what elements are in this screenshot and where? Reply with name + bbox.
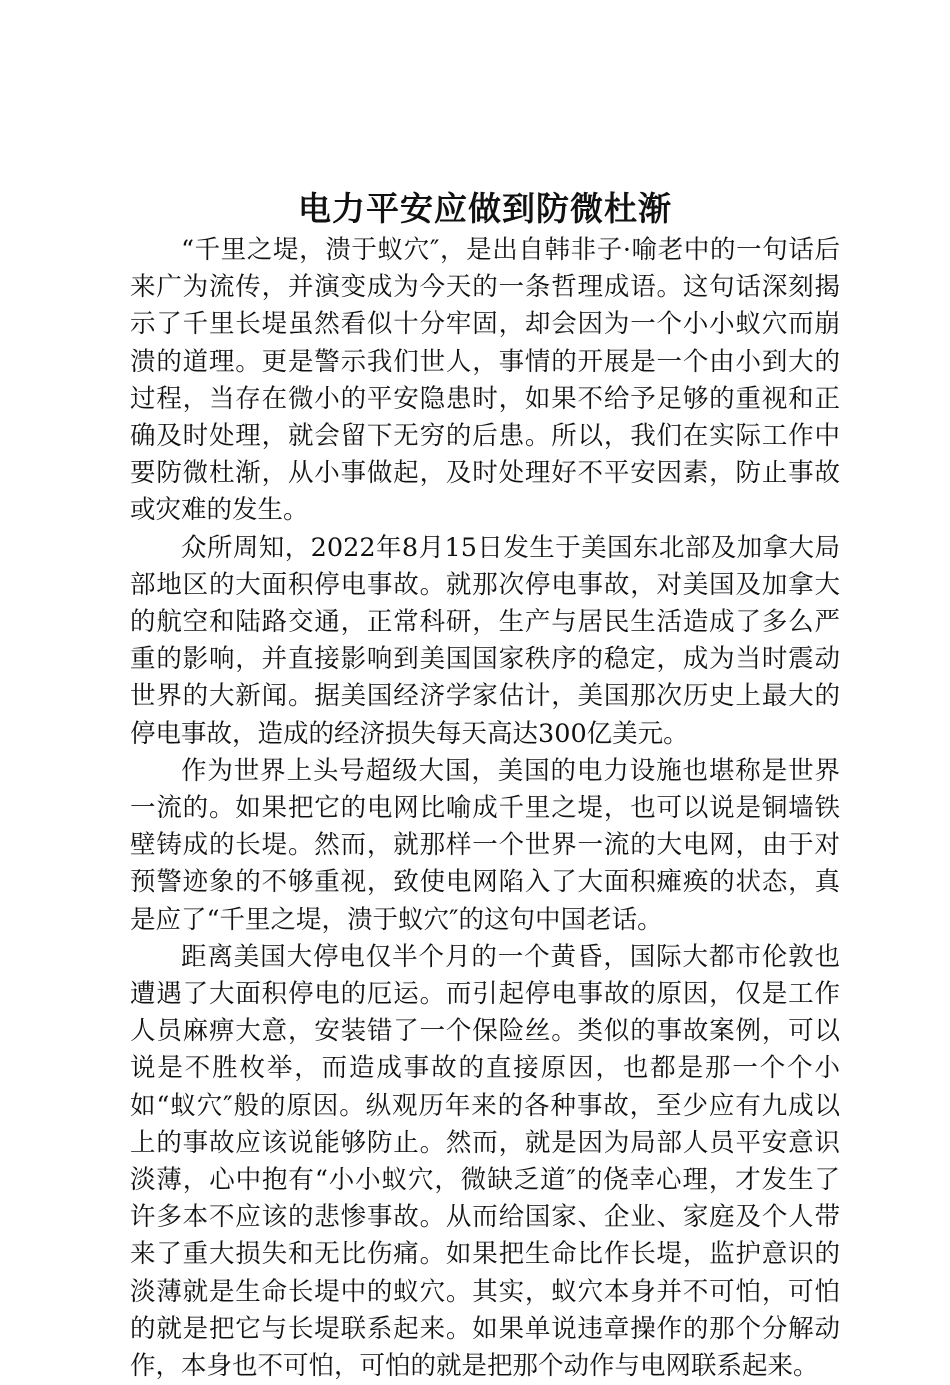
paragraph-4: 距离美国大停电仅半个月的一个黄昏，国际大都市伦敦也遭遇了大面积停电的厄运。而引起停电事故的原因，仅是工作人员麻痹大意，安装错了一个保险丝。类似的事故案例，可以说是不胜枚举，而造成事故的直接原因，也都是那一个个小如“蚁穴″般的原因。纵观历年来的各种事故，至少应有九成以上的事故应该说能够防止。然而，就是因为局部人员平安意识淡薄，心中抱有“小小蚁穴，微缺乏道″的侥幸心理，才发生了许多本不应该的悲惨事故。从而给国家、企业、家庭及个人带来了重大损失和无比伤痛。如果把生命比作长堤，监护意识的淡薄就是生命长堤中的蚁穴。其实，蚁穴本身并不可怕，可怕的就是把它与长堤联系起来。如果单说违章操作的那个分解动作，本身也不可怕，可怕的就是把那个动作与电网联系起来。 <box>130 941 840 1382</box>
document-page <box>130 186 840 1385</box>
paragraph-1: “千里之堤，溃于蚁穴″，是出自韩非子·喻老中的一句话后来广为流传，并演变成为今天的一条哲理成语。这句话深刻揭示了千里长堤虽然看似十分牢固，却会因为一个小小蚁穴而崩溃的道理。更是警示我们世人，事情的开展是一个由小到大的过程，当存在微小的平安隐患时，如果不给予足够的重视和正确及时处理，就会留下无穷的后患。所以，我们在实际工作中要防微杜渐，从小事做起，及时处理好不平安因素，防止事故或灾难的发生。 <box>130 235 840 526</box>
document-title: 电力平安应做到防微杜渐 <box>298 189 672 228</box>
paragraph-3: 作为世界上头号超级大国，美国的电力设施也堪称是世界一流的。如果把它的电网比喻成千里之堤，也可以说是铜墙铁壁铸成的长堤。然而，就那样一个世界一流的大电网，由于对预警迹象的不够重视，致使电网陷入了大面积瘫痪的状态，真是应了“千里之堤，溃于蚁穴″的这句中国老话。 <box>130 755 840 935</box>
paragraph-2: 众所周知，2022年8月15日发生于美国东北部及加拿大局部地区的大面积停电事故。就那次停电事故，对美国及加拿大的航空和陆路交通，正常科研，生产与居民生活造成了多么严重的影响，并直接影响到美国国家秩序的稳定，成为当时震动世界的大新闻。据美国经济学家估计，美国那次历史上最大的停电事故，造成的经济损失每天高达300亿美元。 <box>130 532 840 749</box>
